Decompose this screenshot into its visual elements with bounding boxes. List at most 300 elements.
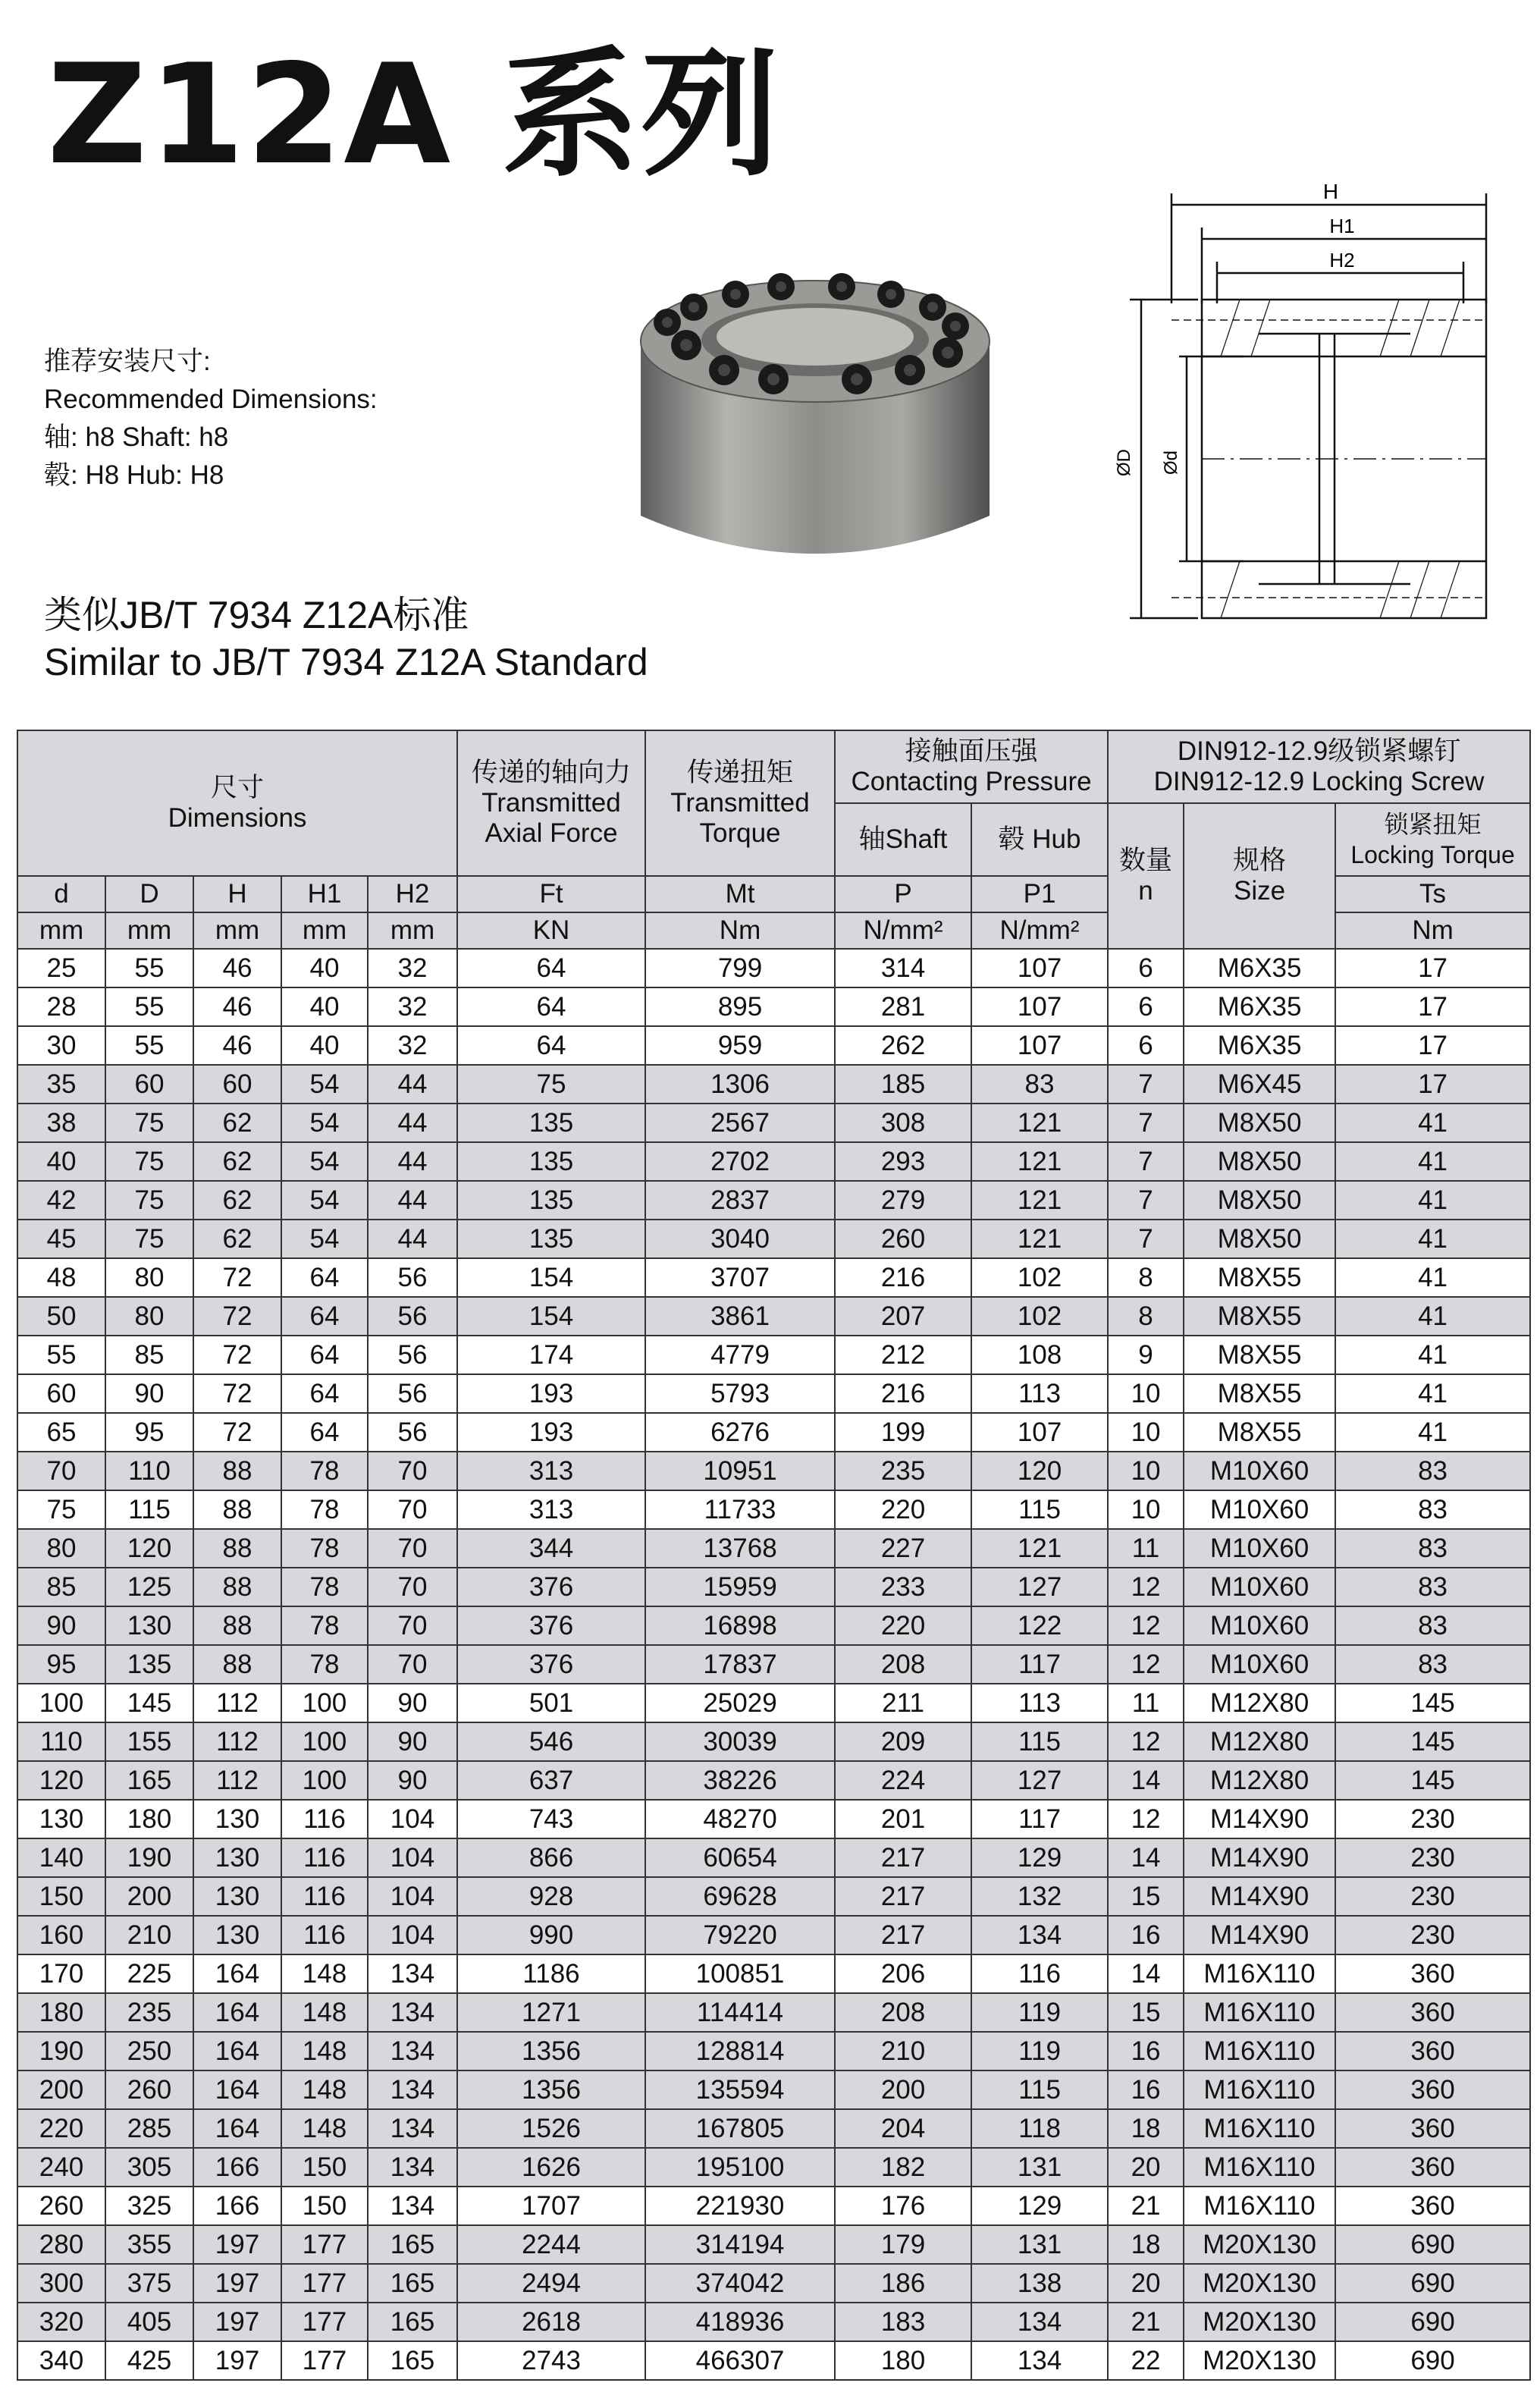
table-cell: 32 bbox=[368, 949, 457, 987]
table-cell: M14X90 bbox=[1184, 1916, 1335, 1954]
table-row bbox=[17, 2187, 1530, 2225]
table-cell: 1271 bbox=[457, 1993, 645, 2032]
table-cell: M16X110 bbox=[1184, 2032, 1335, 2071]
table-cell: 230 bbox=[1335, 1838, 1530, 1877]
drawing-label-d-outer: ØD bbox=[1114, 449, 1134, 476]
shaft-tolerance: 轴: h8 Shaft: h8 bbox=[44, 422, 229, 452]
table-cell: 121 bbox=[971, 1529, 1108, 1568]
table-row bbox=[17, 1877, 1530, 1916]
spec-table bbox=[17, 730, 1531, 2381]
header-size: 规格 Size bbox=[1184, 803, 1335, 949]
table-cell: 197 bbox=[193, 2225, 281, 2264]
table-cell: 41 bbox=[1335, 1104, 1530, 1142]
table-cell: 132 bbox=[971, 1877, 1108, 1916]
table-cell: 16 bbox=[1108, 1916, 1184, 1954]
table-cell: 90 bbox=[368, 1761, 457, 1800]
table-cell: 262 bbox=[835, 1026, 971, 1065]
table-row bbox=[17, 1800, 1530, 1838]
table-cell: 7 bbox=[1108, 1181, 1184, 1220]
table-cell: 2837 bbox=[645, 1181, 835, 1220]
table-cell: 2244 bbox=[457, 2225, 645, 2264]
table-cell: 197 bbox=[193, 2264, 281, 2303]
table-cell: M12X80 bbox=[1184, 1722, 1335, 1761]
table-cell: 186 bbox=[835, 2264, 971, 2303]
table-cell: 134 bbox=[368, 2071, 457, 2109]
table-cell: 102 bbox=[971, 1297, 1108, 1336]
table-cell: 22 bbox=[1108, 2341, 1184, 2380]
table-cell: 38226 bbox=[645, 1761, 835, 1800]
table-cell: M8X55 bbox=[1184, 1413, 1335, 1452]
header-symbol: Ts bbox=[1335, 876, 1530, 912]
table-cell: 70 bbox=[368, 1606, 457, 1645]
table-cell: 176 bbox=[835, 2187, 971, 2225]
table-cell: 127 bbox=[971, 1761, 1108, 1800]
table-cell: 60 bbox=[17, 1374, 105, 1413]
table-cell: 75 bbox=[105, 1220, 193, 1258]
table-cell: 12 bbox=[1108, 1645, 1184, 1684]
table-cell: 3861 bbox=[645, 1297, 835, 1336]
table-cell: 75 bbox=[457, 1065, 645, 1104]
table-row bbox=[17, 2303, 1530, 2341]
table-cell: 2702 bbox=[645, 1142, 835, 1181]
table-cell: 690 bbox=[1335, 2225, 1530, 2264]
table-cell: 90 bbox=[17, 1606, 105, 1645]
table-cell: 110 bbox=[17, 1722, 105, 1761]
table-cell: 9 bbox=[1108, 1336, 1184, 1374]
table-cell: 1526 bbox=[457, 2109, 645, 2148]
table-cell: 107 bbox=[971, 1026, 1108, 1065]
table-cell: 193 bbox=[457, 1374, 645, 1413]
table-cell: 959 bbox=[645, 1026, 835, 1065]
table-cell: 150 bbox=[17, 1877, 105, 1916]
table-cell: 375 bbox=[105, 2264, 193, 2303]
table-cell: 210 bbox=[835, 2032, 971, 2071]
table-cell: 164 bbox=[193, 1954, 281, 1993]
table-cell: 376 bbox=[457, 1568, 645, 1606]
table-cell: 164 bbox=[193, 1993, 281, 2032]
table-cell: 14 bbox=[1108, 1954, 1184, 1993]
table-cell: 72 bbox=[193, 1413, 281, 1452]
table-cell: 314 bbox=[835, 949, 971, 987]
table-row bbox=[17, 2225, 1530, 2264]
table-cell: 41 bbox=[1335, 1374, 1530, 1413]
table-cell: 206 bbox=[835, 1954, 971, 1993]
table-cell: 46 bbox=[193, 949, 281, 987]
table-cell: 12 bbox=[1108, 1606, 1184, 1645]
table-cell: M16X110 bbox=[1184, 1954, 1335, 1993]
table-cell: 116 bbox=[281, 1838, 368, 1877]
table-cell: 60 bbox=[193, 1065, 281, 1104]
table-cell: 122 bbox=[971, 1606, 1108, 1645]
table-cell: 1356 bbox=[457, 2071, 645, 2109]
table-cell: 165 bbox=[368, 2264, 457, 2303]
table-cell: 10 bbox=[1108, 1490, 1184, 1529]
table-cell: 121 bbox=[971, 1220, 1108, 1258]
table-row bbox=[17, 2109, 1530, 2148]
table-cell: 7 bbox=[1108, 1220, 1184, 1258]
header-unit: Nm bbox=[1335, 912, 1530, 949]
table-cell: 135 bbox=[105, 1645, 193, 1684]
table-cell: 70 bbox=[368, 1568, 457, 1606]
table-cell: 15 bbox=[1108, 1877, 1184, 1916]
table-cell: 119 bbox=[971, 2032, 1108, 2071]
table-cell: 164 bbox=[193, 2109, 281, 2148]
table-cell: 11733 bbox=[645, 1490, 835, 1529]
table-cell: M16X110 bbox=[1184, 2148, 1335, 2187]
table-cell: 100 bbox=[281, 1761, 368, 1800]
table-row bbox=[17, 1065, 1530, 1104]
table-cell: 83 bbox=[1335, 1606, 1530, 1645]
table-cell: 100 bbox=[17, 1684, 105, 1722]
table-cell: 895 bbox=[645, 987, 835, 1026]
table-cell: 56 bbox=[368, 1297, 457, 1336]
header-locking-screw: DIN912-12.9级锁紧螺钉 DIN912-12.9 Locking Screw bbox=[1108, 730, 1530, 803]
product-photo bbox=[629, 258, 1001, 584]
table-cell: 376 bbox=[457, 1606, 645, 1645]
drawing-label-h1: H1 bbox=[1329, 215, 1355, 237]
hub-tolerance: 毂: H8 Hub: H8 bbox=[44, 460, 224, 490]
table-cell: 167805 bbox=[645, 2109, 835, 2148]
table-cell: M6X45 bbox=[1184, 1065, 1335, 1104]
table-cell: 125 bbox=[105, 1568, 193, 1606]
table-row bbox=[17, 1722, 1530, 1761]
table-row bbox=[17, 1026, 1530, 1065]
table-cell: 145 bbox=[1335, 1722, 1530, 1761]
table-cell: 21 bbox=[1108, 2303, 1184, 2341]
table-cell: 15959 bbox=[645, 1568, 835, 1606]
header-symbol: H2 bbox=[368, 876, 457, 912]
table-cell: 200 bbox=[17, 2071, 105, 2109]
table-cell: 25029 bbox=[645, 1684, 835, 1722]
table-cell: 64 bbox=[281, 1413, 368, 1452]
table-cell: 121 bbox=[971, 1181, 1108, 1220]
table-cell: 204 bbox=[835, 2109, 971, 2148]
table-cell: 70 bbox=[368, 1645, 457, 1684]
table-cell: 207 bbox=[835, 1297, 971, 1336]
table-cell: 42 bbox=[17, 1181, 105, 1220]
header-unit: mm bbox=[17, 912, 105, 949]
standard-cn: 类似JB/T 7934 Z12A标准 bbox=[44, 594, 469, 636]
table-cell: 145 bbox=[1335, 1684, 1530, 1722]
table-cell: 211 bbox=[835, 1684, 971, 1722]
table-row bbox=[17, 1490, 1530, 1529]
table-cell: 3707 bbox=[645, 1258, 835, 1297]
table-cell: 182 bbox=[835, 2148, 971, 2187]
table-cell: 131 bbox=[971, 2225, 1108, 2264]
table-cell: 2743 bbox=[457, 2341, 645, 2380]
table-cell: 6 bbox=[1108, 987, 1184, 1026]
table-cell: 6276 bbox=[645, 1413, 835, 1452]
table-row bbox=[17, 1181, 1530, 1220]
table-row bbox=[17, 987, 1530, 1026]
table-cell: M16X110 bbox=[1184, 1993, 1335, 2032]
table-cell: 150 bbox=[281, 2187, 368, 2225]
table-cell: 12 bbox=[1108, 1800, 1184, 1838]
table-cell: M16X110 bbox=[1184, 2071, 1335, 2109]
table-cell: M20X130 bbox=[1184, 2303, 1335, 2341]
table-cell: 65 bbox=[17, 1413, 105, 1452]
table-cell: 990 bbox=[457, 1916, 645, 1954]
table-cell: 69628 bbox=[645, 1877, 835, 1916]
table-cell: 85 bbox=[105, 1336, 193, 1374]
table-cell: 120 bbox=[17, 1761, 105, 1800]
table-cell: 279 bbox=[835, 1181, 971, 1220]
table-cell: M10X60 bbox=[1184, 1490, 1335, 1529]
table-cell: 293 bbox=[835, 1142, 971, 1181]
table-cell: 340 bbox=[17, 2341, 105, 2380]
table-cell: M10X60 bbox=[1184, 1645, 1335, 1684]
table-cell: 217 bbox=[835, 1838, 971, 1877]
table-cell: 116 bbox=[281, 1916, 368, 1954]
table-cell: 41 bbox=[1335, 1297, 1530, 1336]
table-cell: 145 bbox=[105, 1684, 193, 1722]
table-cell: 113 bbox=[971, 1684, 1108, 1722]
table-cell: M10X60 bbox=[1184, 1606, 1335, 1645]
table-cell: 104 bbox=[368, 1800, 457, 1838]
table-cell: M12X80 bbox=[1184, 1761, 1335, 1800]
table-cell: 170 bbox=[17, 1954, 105, 1993]
table-cell: 60654 bbox=[645, 1838, 835, 1877]
table-cell: 85 bbox=[17, 1568, 105, 1606]
table-cell: 75 bbox=[105, 1142, 193, 1181]
table-cell: 501 bbox=[457, 1684, 645, 1722]
table-cell: 135 bbox=[457, 1104, 645, 1142]
recommended-dimensions bbox=[44, 343, 378, 494]
table-cell: 120 bbox=[971, 1452, 1108, 1490]
table-cell: 64 bbox=[457, 987, 645, 1026]
table-cell: 121 bbox=[971, 1142, 1108, 1181]
table-cell: 117 bbox=[971, 1800, 1108, 1838]
table-cell: 62 bbox=[193, 1142, 281, 1181]
table-row bbox=[17, 2264, 1530, 2303]
table-cell: 90 bbox=[105, 1374, 193, 1413]
table-cell: 360 bbox=[1335, 1993, 1530, 2032]
table-cell: 64 bbox=[457, 1026, 645, 1065]
table-row bbox=[17, 1645, 1530, 1684]
table-cell: 104 bbox=[368, 1838, 457, 1877]
table-cell: 227 bbox=[835, 1529, 971, 1568]
table-cell: M8X50 bbox=[1184, 1142, 1335, 1181]
table-cell: 11 bbox=[1108, 1529, 1184, 1568]
table-cell: 54 bbox=[281, 1104, 368, 1142]
table-cell: M8X55 bbox=[1184, 1374, 1335, 1413]
header-symbol: Ft bbox=[457, 876, 645, 912]
table-cell: 305 bbox=[105, 2148, 193, 2187]
table-cell: 177 bbox=[281, 2225, 368, 2264]
table-cell: 135 bbox=[457, 1220, 645, 1258]
table-cell: 799 bbox=[645, 949, 835, 987]
table-cell: 119 bbox=[971, 1993, 1108, 2032]
table-cell: 70 bbox=[368, 1529, 457, 1568]
header-quantity: 数量 n bbox=[1108, 803, 1184, 949]
table-cell: 44 bbox=[368, 1104, 457, 1142]
table-cell: 17 bbox=[1335, 987, 1530, 1026]
table-row bbox=[17, 1104, 1530, 1142]
table-cell: 17 bbox=[1335, 949, 1530, 987]
table-cell: M8X50 bbox=[1184, 1220, 1335, 1258]
table-cell: 135594 bbox=[645, 2071, 835, 2109]
table-cell: 8 bbox=[1108, 1297, 1184, 1336]
table-cell: 154 bbox=[457, 1258, 645, 1297]
table-cell: 130 bbox=[193, 1877, 281, 1916]
table-cell: M8X50 bbox=[1184, 1104, 1335, 1142]
table-cell: 56 bbox=[368, 1413, 457, 1452]
table-cell: 100 bbox=[281, 1722, 368, 1761]
table-cell: 83 bbox=[1335, 1568, 1530, 1606]
table-cell: 325 bbox=[105, 2187, 193, 2225]
table-cell: 11 bbox=[1108, 1684, 1184, 1722]
table-cell: 4779 bbox=[645, 1336, 835, 1374]
table-cell: 10 bbox=[1108, 1374, 1184, 1413]
table-cell: 5793 bbox=[645, 1374, 835, 1413]
table-cell: 64 bbox=[281, 1258, 368, 1297]
table-cell: 285 bbox=[105, 2109, 193, 2148]
table-cell: 35 bbox=[17, 1065, 105, 1104]
table-cell: 46 bbox=[193, 1026, 281, 1065]
table-cell: 235 bbox=[105, 1993, 193, 2032]
table-cell: 138 bbox=[971, 2264, 1108, 2303]
table-cell: 62 bbox=[193, 1220, 281, 1258]
table-cell: 78 bbox=[281, 1452, 368, 1490]
table-cell: 1306 bbox=[645, 1065, 835, 1104]
table-cell: 72 bbox=[193, 1374, 281, 1413]
table-cell: 260 bbox=[105, 2071, 193, 2109]
drawing-label-d-inner: Ød bbox=[1161, 450, 1181, 476]
table-cell: 56 bbox=[368, 1374, 457, 1413]
table-cell: 104 bbox=[368, 1916, 457, 1954]
header-torque: 传递扭矩 Transmitted Torque bbox=[645, 730, 835, 876]
table-cell: 78 bbox=[281, 1645, 368, 1684]
table-cell: 148 bbox=[281, 2071, 368, 2109]
table-cell: 14 bbox=[1108, 1838, 1184, 1877]
table-cell: 16898 bbox=[645, 1606, 835, 1645]
table-cell: 185 bbox=[835, 1065, 971, 1104]
table-row bbox=[17, 1297, 1530, 1336]
table-cell: 160 bbox=[17, 1916, 105, 1954]
table-cell: 212 bbox=[835, 1336, 971, 1374]
table-cell: 13768 bbox=[645, 1529, 835, 1568]
table-cell: 200 bbox=[105, 1877, 193, 1916]
table-cell: 928 bbox=[457, 1877, 645, 1916]
table-cell: 55 bbox=[105, 949, 193, 987]
table-cell: 314194 bbox=[645, 2225, 835, 2264]
table-cell: 466307 bbox=[645, 2341, 835, 2380]
header-symbol: D bbox=[105, 876, 193, 912]
table-cell: M16X110 bbox=[1184, 2109, 1335, 2148]
header-unit: N/mm² bbox=[971, 912, 1108, 949]
table-cell: 17 bbox=[1335, 1026, 1530, 1065]
table-cell: 216 bbox=[835, 1374, 971, 1413]
table-cell: 235 bbox=[835, 1452, 971, 1490]
table-cell: 107 bbox=[971, 949, 1108, 987]
table-cell: 177 bbox=[281, 2264, 368, 2303]
table-cell: 115 bbox=[971, 1722, 1108, 1761]
table-cell: 134 bbox=[368, 2187, 457, 2225]
table-row bbox=[17, 1258, 1530, 1297]
header-unit: Nm bbox=[645, 912, 835, 949]
table-cell: 190 bbox=[17, 2032, 105, 2071]
table-cell: 62 bbox=[193, 1104, 281, 1142]
table-cell: 83 bbox=[971, 1065, 1108, 1104]
table-cell: 83 bbox=[1335, 1490, 1530, 1529]
table-cell: 180 bbox=[17, 1993, 105, 2032]
table-cell: 164 bbox=[193, 2032, 281, 2071]
table-cell: 320 bbox=[17, 2303, 105, 2341]
table-row bbox=[17, 1761, 1530, 1800]
table-cell: 100851 bbox=[645, 1954, 835, 1993]
table-cell: 230 bbox=[1335, 1877, 1530, 1916]
table-cell: 120 bbox=[105, 1529, 193, 1568]
table-cell: 233 bbox=[835, 1568, 971, 1606]
table-cell: M10X60 bbox=[1184, 1568, 1335, 1606]
table-cell: 41 bbox=[1335, 1413, 1530, 1452]
table-row bbox=[17, 2341, 1530, 2380]
table-cell: 54 bbox=[281, 1065, 368, 1104]
header-symbol: d bbox=[17, 876, 105, 912]
table-cell: 1626 bbox=[457, 2148, 645, 2187]
table-cell: 546 bbox=[457, 1722, 645, 1761]
table-cell: 134 bbox=[971, 1916, 1108, 1954]
table-cell: 360 bbox=[1335, 2148, 1530, 2187]
table-cell: 95 bbox=[105, 1413, 193, 1452]
table-cell: 165 bbox=[368, 2303, 457, 2341]
table-cell: 131 bbox=[971, 2148, 1108, 2187]
table-cell: 55 bbox=[17, 1336, 105, 1374]
table-cell: 195100 bbox=[645, 2148, 835, 2187]
header-unit: mm bbox=[193, 912, 281, 949]
table-cell: 216 bbox=[835, 1258, 971, 1297]
table-cell: 180 bbox=[105, 1800, 193, 1838]
table-cell: 38 bbox=[17, 1104, 105, 1142]
table-cell: 20 bbox=[1108, 2264, 1184, 2303]
drawing-label-h: H bbox=[1322, 182, 1339, 203]
header-unit: KN bbox=[457, 912, 645, 949]
table-cell: 90 bbox=[368, 1722, 457, 1761]
table-cell: 55 bbox=[105, 1026, 193, 1065]
table-cell: 88 bbox=[193, 1568, 281, 1606]
table-cell: M6X35 bbox=[1184, 987, 1335, 1026]
spec-table-body bbox=[17, 949, 1530, 2380]
table-cell: 209 bbox=[835, 1722, 971, 1761]
table-cell: 48270 bbox=[645, 1800, 835, 1838]
table-cell: 18 bbox=[1108, 2225, 1184, 2264]
table-cell: 360 bbox=[1335, 2032, 1530, 2071]
table-cell: 221930 bbox=[645, 2187, 835, 2225]
table-cell: 64 bbox=[281, 1336, 368, 1374]
table-cell: 360 bbox=[1335, 2109, 1530, 2148]
table-cell: 88 bbox=[193, 1452, 281, 1490]
technical-drawing bbox=[1107, 182, 1532, 637]
table-cell: 64 bbox=[457, 949, 645, 987]
header-shaft: 轴Shaft bbox=[835, 803, 971, 876]
table-row bbox=[17, 1568, 1530, 1606]
header-symbol: P1 bbox=[971, 876, 1108, 912]
table-cell: 115 bbox=[105, 1490, 193, 1529]
table-cell: 79220 bbox=[645, 1916, 835, 1954]
table-cell: 637 bbox=[457, 1761, 645, 1800]
table-cell: 148 bbox=[281, 1993, 368, 2032]
table-cell: 164 bbox=[193, 2071, 281, 2109]
table-cell: 217 bbox=[835, 1877, 971, 1916]
table-cell: 116 bbox=[971, 1954, 1108, 1993]
table-cell: 78 bbox=[281, 1529, 368, 1568]
table-cell: M8X55 bbox=[1184, 1297, 1335, 1336]
table-cell: 30039 bbox=[645, 1722, 835, 1761]
table-cell: 217 bbox=[835, 1916, 971, 1954]
table-cell: 280 bbox=[17, 2225, 105, 2264]
table-cell: 174 bbox=[457, 1336, 645, 1374]
table-cell: 134 bbox=[971, 2341, 1108, 2380]
